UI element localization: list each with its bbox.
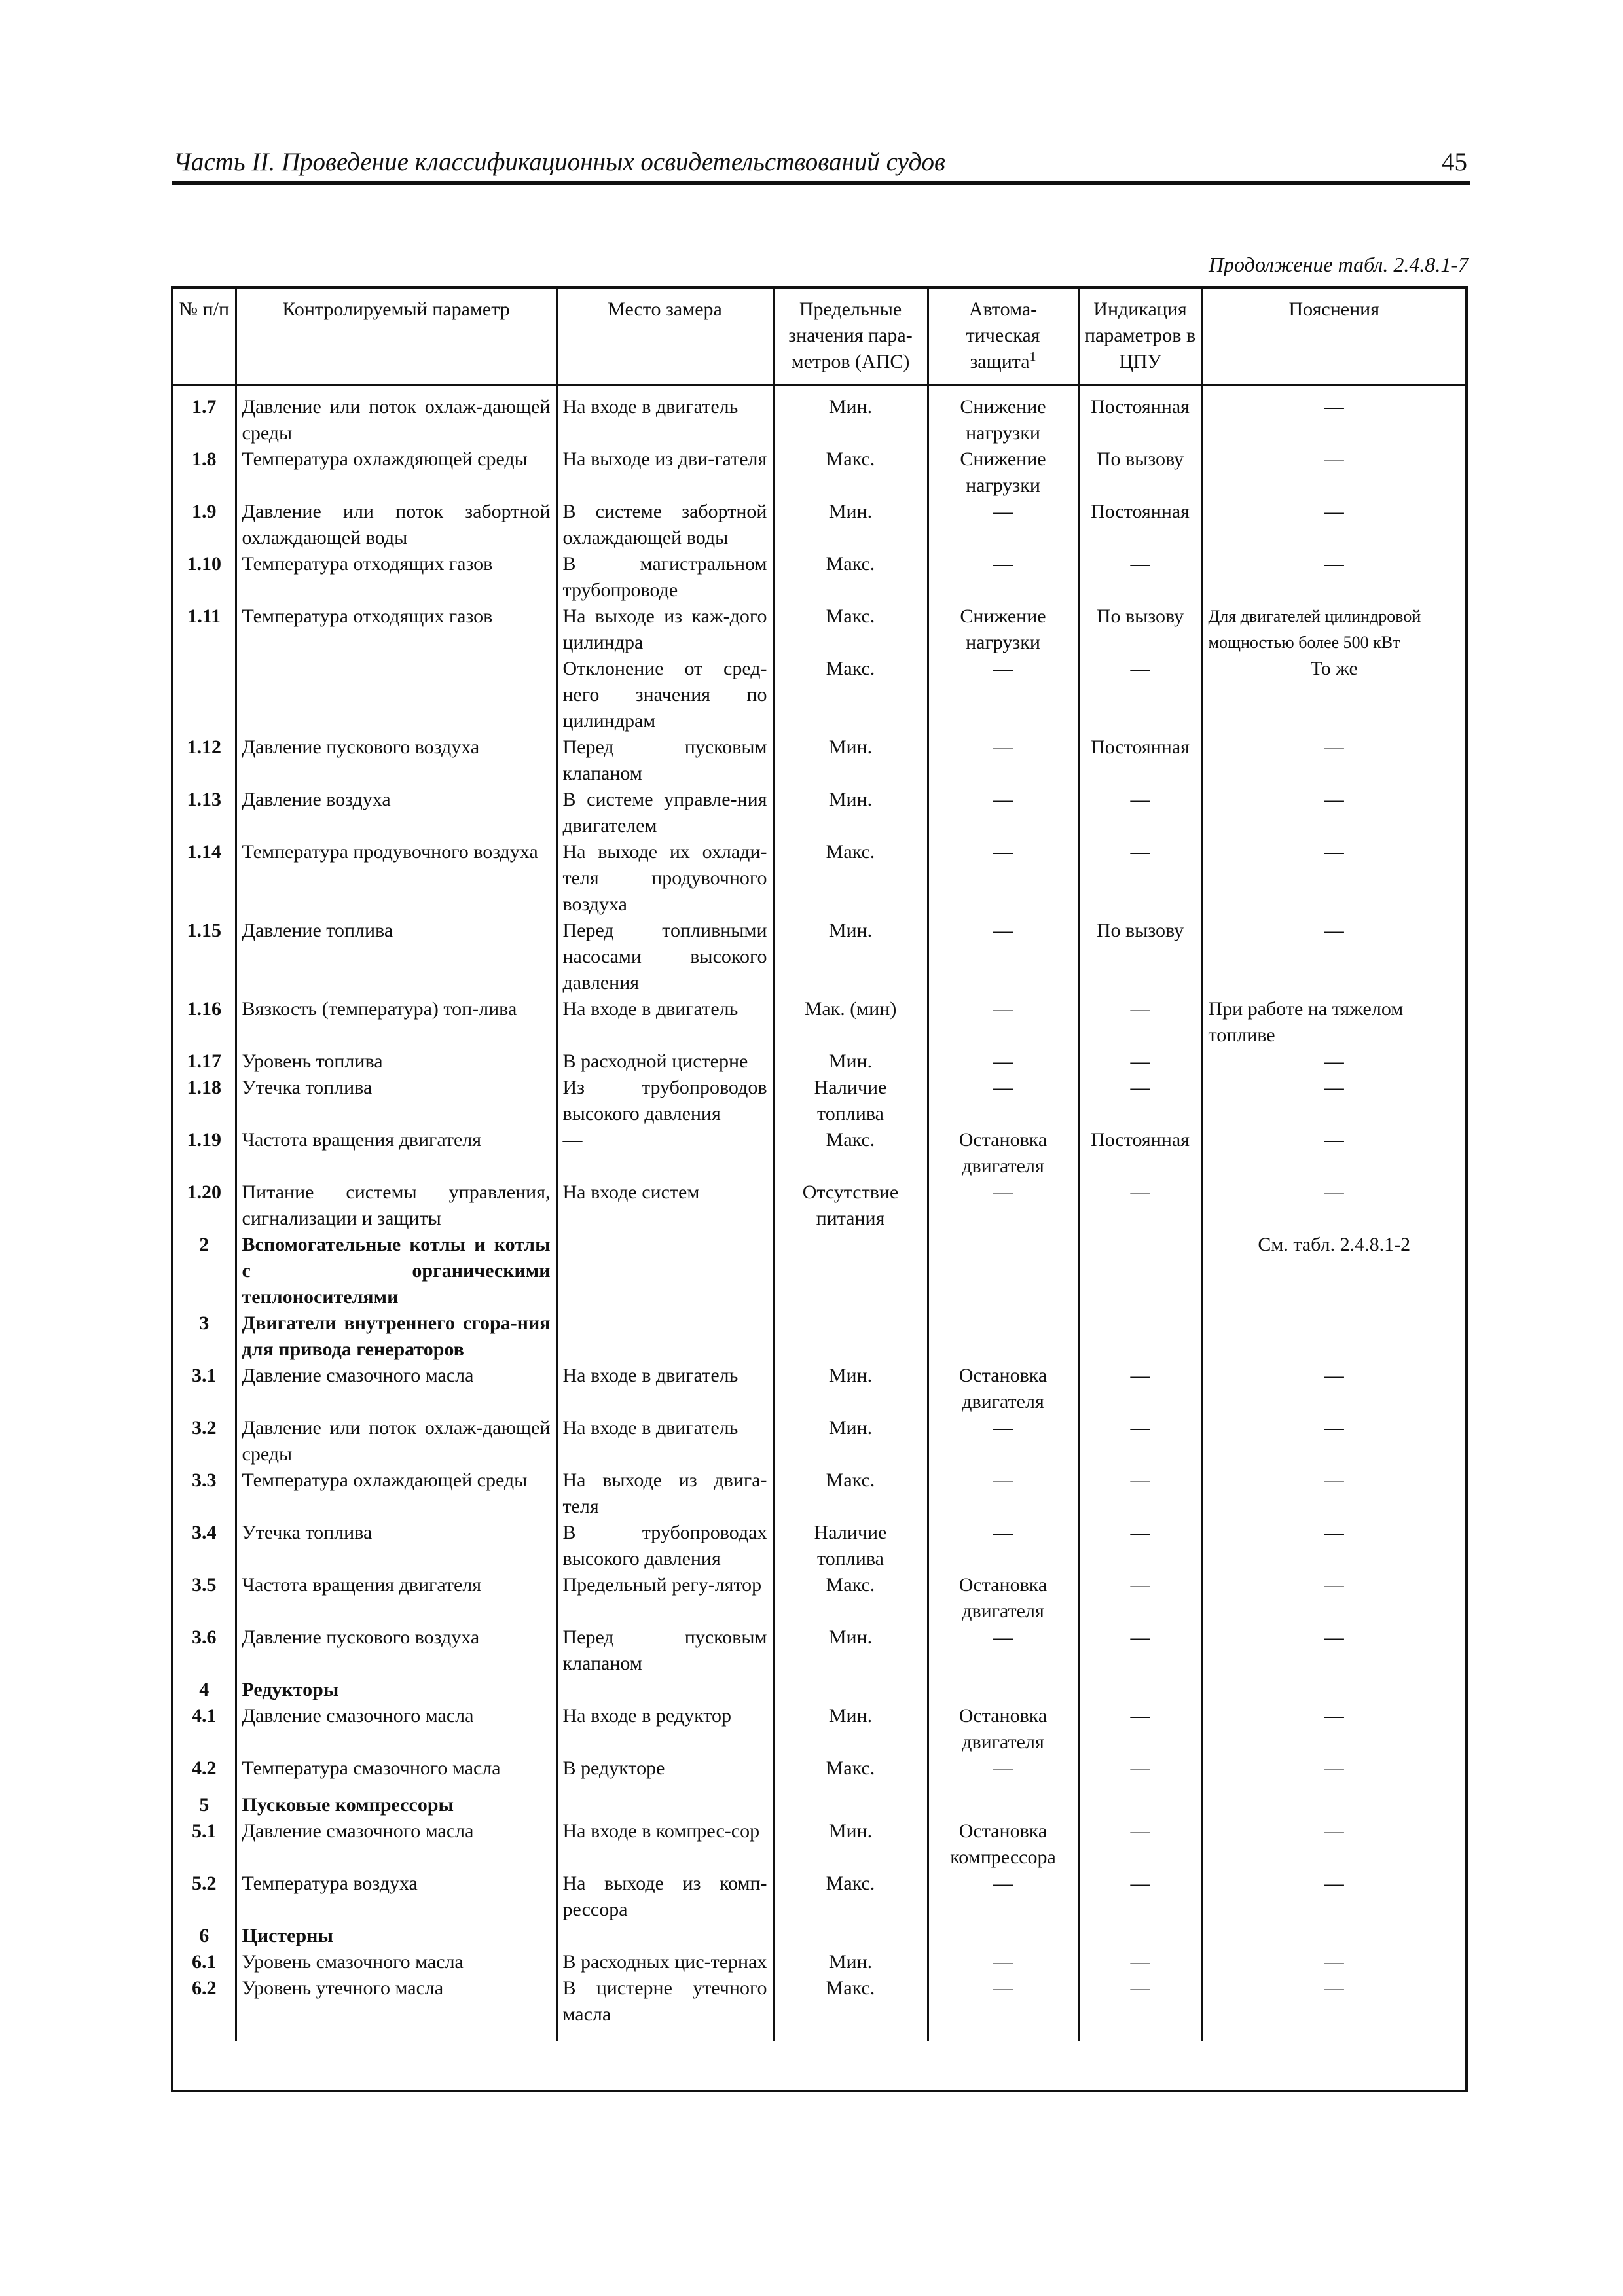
cell-limit-value: Мин. (773, 1818, 928, 1871)
cell-limit-value: Макс. (773, 1975, 928, 2028)
cell-protection: — (928, 1975, 1078, 2028)
column-header-protection (928, 289, 1078, 386)
table-row (173, 1572, 1465, 1624)
cell-row-number: 6.2 (192, 1977, 217, 1999)
cell-indication: — (1078, 1467, 1202, 1520)
cell-protection: — (928, 839, 1078, 918)
table-row (173, 996, 1465, 1049)
page-number: 45 (1442, 148, 1467, 176)
cell-location: В системе управле-ния двигателем (556, 787, 773, 839)
cell-protection: Снижение нагрузки (928, 446, 1078, 499)
cell-location: В цистерне утечного масла (556, 1975, 773, 2028)
cell-location: На входе в компрес-сор (556, 1818, 773, 1871)
cell-row-number: 1.15 (187, 920, 221, 941)
cell-protection (928, 1792, 1078, 1818)
cell-location: На входе в редуктор (556, 1703, 773, 1755)
cell-indication: — (1078, 787, 1202, 839)
cell-location: В редукторе (556, 1755, 773, 1782)
cell-limit-value: Макс. (773, 1127, 928, 1179)
cell-protection: — (928, 551, 1078, 603)
running-title: Часть II. Проведение классификационных освидетельствований судов (173, 148, 945, 176)
cell-note: — (1202, 446, 1465, 499)
cell-indication: — (1078, 1049, 1202, 1075)
cell-parameter: Температура охлаждяющей среды (236, 446, 556, 499)
cell-limit-value: Наличие топлива (773, 1520, 928, 1572)
cell-parameter: Давление или поток охлаж-дающей среды (236, 1415, 556, 1467)
cell-limit-value: Мин. (773, 1415, 928, 1467)
cell-location: В магистральном трубопроводе (556, 551, 773, 603)
cell-limit-value: Макс. (773, 1572, 928, 1624)
cell-indication: — (1078, 1703, 1202, 1755)
cell-parameter: Давление смазочного масла (236, 1363, 556, 1415)
table-row (173, 839, 1465, 918)
table-row (173, 1310, 1465, 1363)
cell-location: На выходе из двига-теля (556, 1467, 773, 1520)
table-row (173, 446, 1465, 499)
cell-note: — (1202, 1415, 1465, 1467)
cell-row-number: 3.2 (192, 1417, 217, 1439)
table-row (173, 656, 1465, 734)
cell-indication (1078, 1792, 1202, 1818)
cell-row-number: 5.1 (192, 1820, 217, 1842)
cell-note (1202, 1677, 1465, 1703)
cell-protection: Остановка компрессора (928, 1818, 1078, 1871)
cell-note: — (1202, 1127, 1465, 1179)
cell-limit-value: Мин. (773, 1949, 928, 1975)
cell-location: В трубопроводах высокого давления (556, 1520, 773, 1572)
cell-row-number: 4.1 (192, 1705, 217, 1727)
cell-protection: — (928, 1179, 1078, 1232)
cell-note: При работе на тяжелом топливе (1202, 996, 1465, 1049)
cell-note: — (1202, 1624, 1465, 1677)
cell-limit-value: Макс. (773, 656, 928, 734)
cell-parameter: Температура отходящих газов (236, 603, 556, 656)
cell-limit-value: Мин. (773, 386, 928, 447)
cell-limit-value (773, 1792, 928, 1818)
cell-limit-value: Макс. (773, 839, 928, 918)
cell-indication: — (1078, 1075, 1202, 1127)
cell-location: Отклонение от сред-него значения по цилиндрам (556, 656, 773, 734)
cell-parameter: Температура воздуха (236, 1871, 556, 1923)
table-row (173, 1923, 1465, 1949)
cell-location: В расходной цистерне (556, 1049, 773, 1075)
cell-location (556, 1923, 773, 1949)
cell-protection: Снижение нагрузки (928, 386, 1078, 447)
cell-indication: — (1078, 551, 1202, 603)
cell-indication: По вызову (1078, 446, 1202, 499)
cell-protection: — (928, 918, 1078, 996)
table-body (173, 386, 1465, 2041)
cell-location: Предельный регу-лятор (556, 1572, 773, 1624)
cell-parameter: Утечка топлива (236, 1520, 556, 1572)
cell-indication: — (1078, 1572, 1202, 1624)
cell-parameter: Вязкость (температура) топ-лива (236, 996, 556, 1049)
cell-parameter: Давление пускового воздуха (236, 734, 556, 787)
cell-limit-value: Мин. (773, 918, 928, 996)
cell-row-number: 4.2 (192, 1757, 217, 1779)
cell-row-number: 3 (199, 1312, 210, 1334)
cell-note: См. табл. 2.4.8.1-2 (1202, 1232, 1465, 1310)
cell-indication: — (1078, 1624, 1202, 1677)
cell-limit-value: Макс. (773, 603, 928, 656)
table-row (173, 918, 1465, 996)
cell-row-number: 1.11 (187, 605, 221, 627)
spacer-row (173, 1782, 1465, 1792)
cell-indication (1078, 1677, 1202, 1703)
cell-note: — (1202, 1949, 1465, 1975)
cell-location: На входе в двигатель (556, 1415, 773, 1467)
cell-indication: По вызову (1078, 603, 1202, 656)
cell-protection: — (928, 1467, 1078, 1520)
cell-note: — (1202, 1467, 1465, 1520)
cell-note: — (1202, 787, 1465, 839)
cell-row-number: 1.20 (187, 1181, 221, 1203)
cell-note: — (1202, 839, 1465, 918)
table-row (173, 1363, 1465, 1415)
cell-limit-value: Мин. (773, 1703, 928, 1755)
column-header-number: № п/п (173, 289, 236, 386)
cell-location: На выходе их охлади-теля продувочного воздуха (556, 839, 773, 918)
table-row (173, 603, 1465, 656)
table-row (173, 1792, 1465, 1818)
cell-note (1202, 1792, 1465, 1818)
cell-indication (1078, 1310, 1202, 1363)
cell-limit-value: Макс. (773, 1755, 928, 1782)
cell-location: Перед топливными насосами высокого давления (556, 918, 773, 996)
table-row (173, 787, 1465, 839)
cell-location: На выходе из комп-рессора (556, 1871, 773, 1923)
cell-indication: — (1078, 996, 1202, 1049)
cell-indication: — (1078, 656, 1202, 734)
cell-row-number: 5 (199, 1794, 210, 1816)
cell-location (556, 1310, 773, 1363)
column-header-notes: Пояснения (1202, 289, 1465, 386)
cell-row-number: 1.18 (187, 1077, 221, 1098)
cell-indication (1078, 1232, 1202, 1310)
table-row (173, 1677, 1465, 1703)
cell-protection: — (928, 787, 1078, 839)
cell-indication: — (1078, 1755, 1202, 1782)
monitoring-table-frame (171, 286, 1468, 2092)
cell-row-number: 1.14 (187, 841, 221, 863)
cell-location: На входе систем (556, 1179, 773, 1232)
cell-protection: — (928, 1624, 1078, 1677)
cell-note: — (1202, 499, 1465, 551)
cell-indication: — (1078, 1363, 1202, 1415)
cell-limit-value: Мин. (773, 1049, 928, 1075)
cell-protection: — (928, 1871, 1078, 1923)
cell-note: — (1202, 918, 1465, 996)
cell-row-number: 6.1 (192, 1951, 217, 1973)
cell-note: — (1202, 1818, 1465, 1871)
cell-parameter: Цистерны (236, 1923, 556, 1949)
cell-location (556, 1677, 773, 1703)
cell-location: На входе в двигатель (556, 1363, 773, 1415)
cell-indication (1078, 1923, 1202, 1949)
cell-limit-value: Мин. (773, 734, 928, 787)
column-header-location: Место замера (556, 289, 773, 386)
cell-parameter: Вспомогательные котлы и котлы с органическими теплоносителями (236, 1232, 556, 1310)
cell-location: В системе забортной охлаждающей воды (556, 499, 773, 551)
cell-note: — (1202, 1572, 1465, 1624)
table-row (173, 1703, 1465, 1755)
cell-parameter: Давление пускового воздуха (236, 1624, 556, 1677)
cell-limit-value: Макс. (773, 446, 928, 499)
cell-parameter: Температура продувочного воздуха (236, 839, 556, 918)
table-row (173, 1520, 1465, 1572)
cell-protection: — (928, 734, 1078, 787)
cell-indication: — (1078, 1949, 1202, 1975)
cell-parameter: Давление смазочного масла (236, 1703, 556, 1755)
cell-protection: — (928, 1075, 1078, 1127)
cell-parameter: Уровень топлива (236, 1049, 556, 1075)
cell-row-number: 1.17 (187, 1050, 221, 1072)
table-row (173, 1179, 1465, 1232)
cell-note: — (1202, 1049, 1465, 1075)
cell-note: То же (1202, 656, 1465, 734)
cell-parameter: Давление смазочного масла (236, 1818, 556, 1871)
cell-protection: — (928, 1049, 1078, 1075)
cell-location: Перед пусковым клапаном (556, 1624, 773, 1677)
cell-location: Перед пусковым клапаном (556, 734, 773, 787)
cell-note: — (1202, 1871, 1465, 1923)
cell-row-number: 5.2 (192, 1873, 217, 1894)
cell-location: На входе в двигатель (556, 386, 773, 447)
monitoring-table (173, 289, 1465, 2041)
cell-parameter: Давление или поток охлаж-дающей среды (236, 386, 556, 447)
cell-indication: Постоянная (1078, 734, 1202, 787)
cell-protection: Остановка двигателя (928, 1127, 1078, 1179)
cell-location: В расходных цис-тернах (556, 1949, 773, 1975)
cell-parameter: Частота вращения двигателя (236, 1572, 556, 1624)
cell-location: Из трубопроводов высокого давления (556, 1075, 773, 1127)
cell-limit-value (773, 1310, 928, 1363)
cell-limit-value: Мин. (773, 1624, 928, 1677)
cell-location: На выходе из дви-гателя (556, 446, 773, 499)
cell-protection: — (928, 1415, 1078, 1467)
cell-limit-value: Макс. (773, 551, 928, 603)
cell-row-number: 3.1 (192, 1365, 217, 1386)
cell-parameter: Пусковые компрессоры (236, 1792, 556, 1818)
table-row (173, 1818, 1465, 1871)
cell-protection: — (928, 499, 1078, 551)
cell-note (1202, 1310, 1465, 1363)
cell-limit-value: Отсутствие питания (773, 1179, 928, 1232)
cell-parameter: Утечка топлива (236, 1075, 556, 1127)
cell-limit-value: Макс. (773, 1871, 928, 1923)
cell-parameter: Температура охлаждающей среды (236, 1467, 556, 1520)
cell-indication: — (1078, 1415, 1202, 1467)
column-header-protection-text: Автома-тическая защита (966, 298, 1040, 372)
table-row (173, 1624, 1465, 1677)
cell-parameter: Питание системы управления, сигнализации и защиты (236, 1179, 556, 1232)
cell-row-number (173, 656, 236, 734)
table-row (173, 1949, 1465, 1975)
table-row (173, 1232, 1465, 1310)
table-row (173, 1755, 1465, 1782)
cell-location: — (556, 1127, 773, 1179)
cell-parameter: Уровень утечного масла (236, 1975, 556, 2028)
cell-location: На выходе из каж-дого цилиндра (556, 603, 773, 656)
table-row (173, 1871, 1465, 1923)
cell-protection: Остановка двигателя (928, 1703, 1078, 1755)
cell-limit-value (773, 1923, 928, 1949)
spacer-row (173, 2028, 1465, 2041)
cell-row-number: 1.9 (192, 501, 217, 522)
cell-protection: Остановка двигателя (928, 1572, 1078, 1624)
cell-note: — (1202, 1363, 1465, 1415)
table-row (173, 551, 1465, 603)
cell-row-number: 1.10 (187, 553, 221, 575)
table-row (173, 1415, 1465, 1467)
cell-row-number: 2 (199, 1234, 210, 1255)
cell-parameter (236, 656, 556, 734)
cell-indication: — (1078, 1975, 1202, 2028)
cell-row-number: 1.12 (187, 736, 221, 758)
cell-parameter: Давление воздуха (236, 787, 556, 839)
cell-row-number: 4 (199, 1679, 210, 1700)
column-header-indication: Индикация параметров в ЦПУ (1078, 289, 1202, 386)
cell-protection: — (928, 996, 1078, 1049)
cell-row-number: 3.5 (192, 1574, 217, 1596)
cell-parameter: Двигатели внутреннего сгора-ния для привода генераторов (236, 1310, 556, 1363)
cell-limit-value: Мин. (773, 499, 928, 551)
cell-note: — (1202, 1975, 1465, 2028)
page-header (172, 143, 1470, 185)
cell-protection: — (928, 656, 1078, 734)
column-header-limit: Предельные значения пара-метров (АПС) (773, 289, 928, 386)
cell-note: — (1202, 386, 1465, 447)
table-row (173, 1127, 1465, 1179)
table-header-row (173, 289, 1465, 386)
table-caption: Продолжение табл. 2.4.8.1-7 (1208, 253, 1468, 276)
footnote-marker: 1 (1029, 350, 1036, 364)
cell-protection (928, 1923, 1078, 1949)
cell-limit-value (773, 1232, 928, 1310)
cell-parameter: Температура отходящих газов (236, 551, 556, 603)
cell-row-number: 6 (199, 1925, 210, 1946)
cell-note: — (1202, 734, 1465, 787)
column-header-parameter: Контролируемый параметр (236, 289, 556, 386)
cell-indication: — (1078, 1520, 1202, 1572)
cell-protection: — (928, 1949, 1078, 1975)
cell-note: — (1202, 1755, 1465, 1782)
cell-protection: Снижение нагрузки (928, 603, 1078, 656)
cell-parameter: Частота вращения двигателя (236, 1127, 556, 1179)
cell-row-number: 1.19 (187, 1129, 221, 1151)
table-row (173, 1467, 1465, 1520)
cell-limit-value (773, 1677, 928, 1703)
cell-indication: — (1078, 1179, 1202, 1232)
cell-indication: По вызову (1078, 918, 1202, 996)
cell-limit-value: Мин. (773, 787, 928, 839)
cell-note (1202, 1923, 1465, 1949)
cell-row-number: 1.8 (192, 448, 217, 470)
cell-limit-value: Мин. (773, 1363, 928, 1415)
table-row (173, 1075, 1465, 1127)
cell-note: — (1202, 1179, 1465, 1232)
cell-note: — (1202, 1520, 1465, 1572)
cell-row-number: 3.4 (192, 1522, 217, 1543)
cell-protection (928, 1310, 1078, 1363)
cell-indication: — (1078, 839, 1202, 918)
cell-protection: — (928, 1755, 1078, 1782)
cell-row-number: 3.3 (192, 1469, 217, 1491)
table-row (173, 1975, 1465, 2028)
cell-location (556, 1792, 773, 1818)
cell-parameter: Давление топлива (236, 918, 556, 996)
cell-note: — (1202, 1703, 1465, 1755)
cell-location (556, 1232, 773, 1310)
cell-indication: Постоянная (1078, 499, 1202, 551)
cell-protection (928, 1677, 1078, 1703)
cell-protection: Остановка двигателя (928, 1363, 1078, 1415)
cell-row-number: 3.6 (192, 1626, 217, 1648)
cell-row-number: 1.7 (192, 396, 217, 418)
cell-parameter: Уровень смазочного масла (236, 1949, 556, 1975)
cell-note: Для двигателей цилиндровой мощностью более 500 кВт (1202, 603, 1465, 656)
cell-parameter: Температура смазочного масла (236, 1755, 556, 1782)
table-row (173, 386, 1465, 447)
cell-protection: — (928, 1520, 1078, 1572)
cell-note: — (1202, 551, 1465, 603)
cell-parameter: Редукторы (236, 1677, 556, 1703)
cell-limit-value: Макс. (773, 1467, 928, 1520)
table-row (173, 734, 1465, 787)
cell-protection (928, 1232, 1078, 1310)
cell-indication: Постоянная (1078, 1127, 1202, 1179)
cell-note: — (1202, 1075, 1465, 1127)
table-row (173, 1049, 1465, 1075)
cell-indication: — (1078, 1818, 1202, 1871)
cell-row-number: 1.13 (187, 789, 221, 810)
cell-limit-value: Наличие топлива (773, 1075, 928, 1127)
cell-location: На входе в двигатель (556, 996, 773, 1049)
table-row (173, 499, 1465, 551)
cell-indication: Постоянная (1078, 386, 1202, 447)
cell-indication: — (1078, 1871, 1202, 1923)
cell-limit-value: Мак. (мин) (773, 996, 928, 1049)
cell-parameter: Давление или поток забортной охлаждающей воды (236, 499, 556, 551)
cell-row-number: 1.16 (187, 998, 221, 1020)
